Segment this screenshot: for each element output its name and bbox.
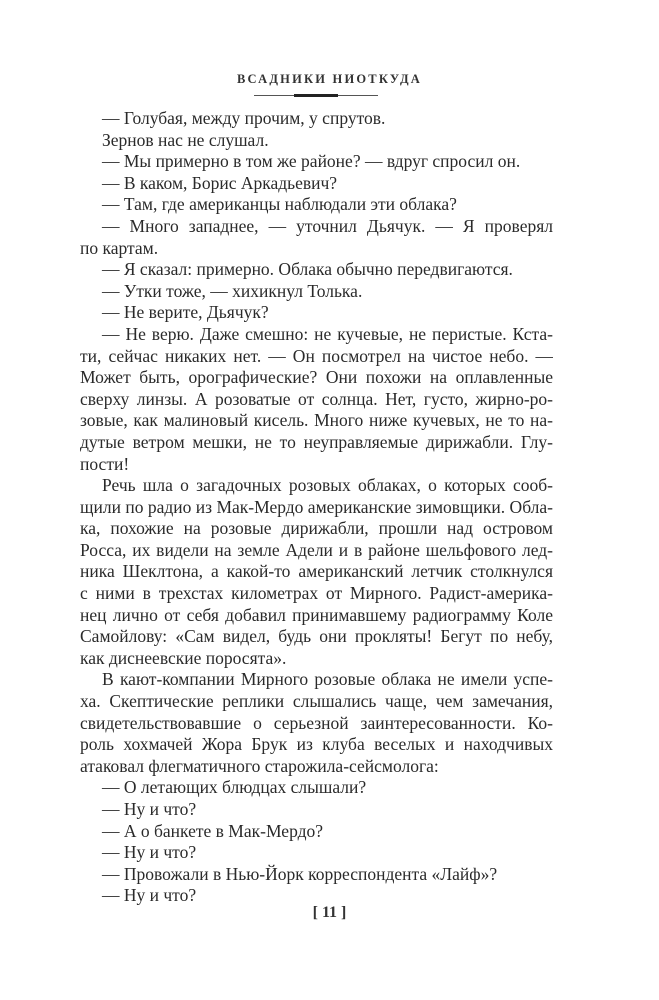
text-line: по картам. [80,237,159,258]
text-line: ника Шеклтона, а какой-то американский летчик столкнулся [80,561,553,582]
text-line: — Я сказал: примерно. Облака обычно передвигаются. [102,259,513,280]
text-line: ха. Скептические реплики слышались чаще, чем замечания, [80,691,553,712]
text-line: зовые, как малиновый кисель. Много ниже кучевых, не то на- [80,410,553,431]
text-line: с ними в трехстах километрах от Мирного. Радист-америка- [80,583,553,604]
text-line: — А о банкете в Мак-Мердо? [102,820,324,841]
text-line: — Много западнее, — уточнил Дьячук. — Я проверял [102,215,553,236]
header-rule-accent [294,94,338,97]
text-line: Может быть, орографические? Они похожи на оплавленные [80,367,553,388]
text-line: ка, похожие на розовые дирижабли, прошли над островом [80,518,553,539]
text-line: — Голубая, между прочим, у спрутов. [102,108,386,128]
text-line: — Мы примерно в том же районе? — вдруг спросил он. [102,151,521,172]
text-line: — Ну и что? [102,799,197,819]
text-line: — Утки тоже, — хихикнул Толька. [102,280,363,301]
text-line: нец лично от себя добавил принимавшему радиограмму Коле [80,604,553,625]
text-line: — О летающих блюдцах слышали? [102,777,367,798]
text-line: сверху линзы. А розоватые от солнца. Нет, густо, жирно-ро- [80,388,553,409]
text-line: как диснеевские поросята». [80,647,287,668]
text-line: — Не верю. Даже смешно: не кучевые, не перистые. Кста- [102,323,553,344]
text-line: дутые ветром мешки, не то неуправляемые дирижабли. Глу- [80,431,553,452]
text-line: — Провожали в Нью-Йорк корреспондента «Лайф»? [102,863,498,884]
text-line: — Ну и что? [102,885,197,906]
text-line: — В каком, Борис Аркадьевич? [102,172,338,193]
text-line: Самойлову: «Сам видел, будь они прокляты! Бегут по небу, [80,626,553,647]
text-line: — Там, где американцы наблюдали эти облака? [102,194,457,215]
text-line: атаковал флегматичного старожила-сейсмолога: [80,755,439,776]
text-line: щили по радио из Мак-Мердо американские зимовщики. Обла- [80,496,553,517]
body-text [80,108,553,907]
text-line: ти, сейчас никаких нет. — Он посмотрел на чистое небо. — [80,345,553,366]
text-line: Росса, их видели на земле Адели и в районе шельфового лед- [80,539,553,560]
text-line: В кают-компании Мирного розовые облака не имели успе- [102,669,553,690]
text-line: — Не верите, Дьячук? [102,302,269,323]
text-line: свидетельствовавшие о серьезной заинтересованности. Ко- [80,712,553,733]
text-line: Речь шла о загадочных розовых облаках, о которых сооб- [102,475,553,496]
running-header: ВСАДНИКИ НИОТКУДА [237,72,422,86]
page-number: [ 11 ] [312,904,347,921]
text-line: Зернов нас не слушал. [102,129,269,150]
text-line: — Ну и что? [102,842,197,863]
text-line: роль хохмачей Жора Брук из клуба веселых и находчивых [80,734,553,755]
text-line: пости! [80,453,130,474]
